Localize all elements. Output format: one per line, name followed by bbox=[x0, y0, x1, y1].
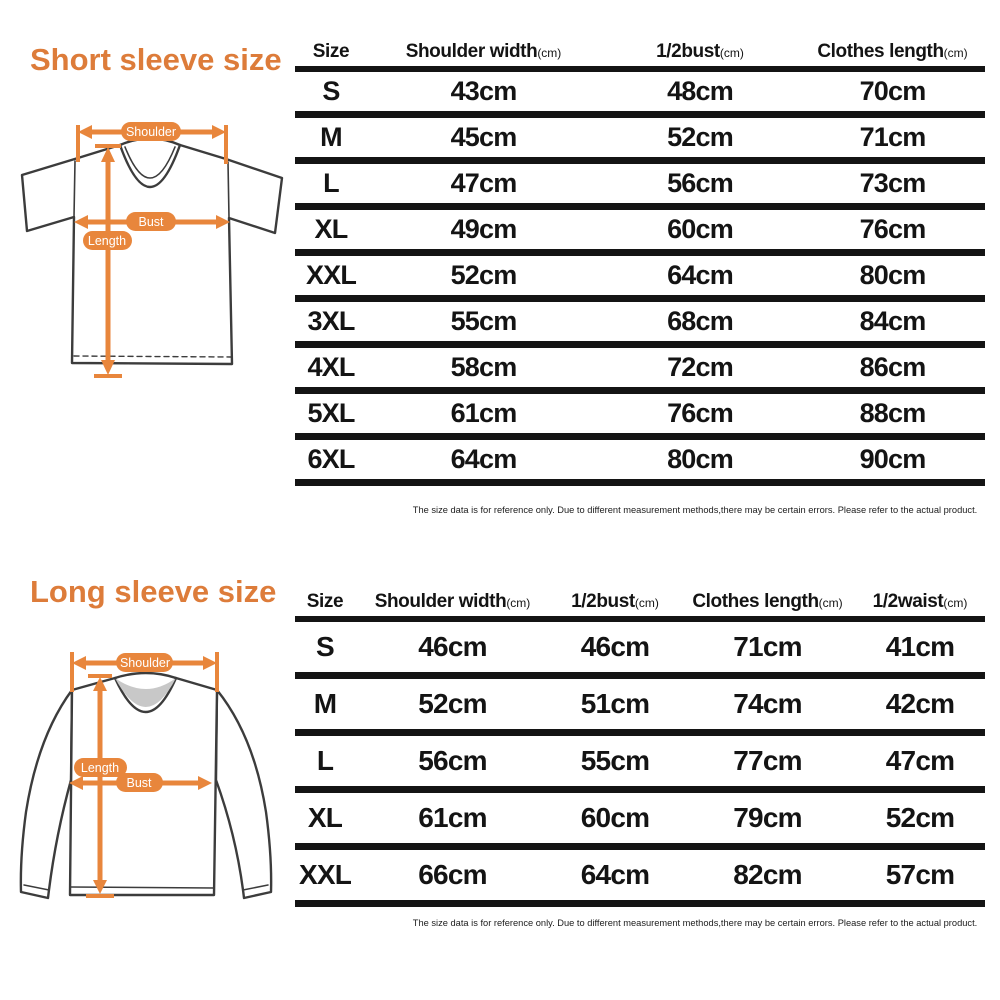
bust-cell: 76cm bbox=[667, 398, 733, 428]
shoulder-cell: 46cm bbox=[418, 631, 487, 662]
right-sleeve-outline bbox=[216, 690, 271, 898]
collar-back-line bbox=[115, 673, 176, 678]
length-cell: 77cm bbox=[733, 745, 802, 776]
shoulder-cell: 47cm bbox=[450, 168, 517, 198]
table-row bbox=[295, 736, 985, 793]
length-cell: 76cm bbox=[859, 214, 926, 244]
table-row bbox=[295, 302, 985, 348]
bust-cell: 72cm bbox=[667, 352, 733, 382]
bust-cell: 48cm bbox=[667, 76, 733, 106]
header-cell-size: Size bbox=[312, 41, 350, 62]
size-cell: 4XL bbox=[307, 352, 355, 382]
length-cell: 73cm bbox=[859, 168, 926, 198]
bust-cell: 64cm bbox=[580, 859, 650, 890]
bust-cell: 55cm bbox=[580, 745, 650, 776]
size-cell: XL bbox=[307, 802, 343, 833]
shoulder-cell: 55cm bbox=[450, 306, 517, 336]
shoulder-cell: 52cm bbox=[418, 688, 487, 719]
size-cell: M bbox=[320, 122, 342, 152]
waist-cell: 52cm bbox=[885, 802, 955, 833]
length-cell: 84cm bbox=[859, 306, 926, 336]
header-cell-clothes-length: Clothes length(cm) bbox=[817, 41, 968, 62]
length-cell: 70cm bbox=[859, 76, 926, 106]
waist-cell: 41cm bbox=[885, 631, 955, 662]
bust-measure-label: Bust bbox=[138, 215, 164, 229]
length-cell: 79cm bbox=[733, 802, 802, 833]
header-cell-half-bust: 1/2bust(cm) bbox=[571, 591, 659, 612]
header-cell-shoulder-width: Shoulder width(cm) bbox=[374, 591, 531, 612]
table-row bbox=[295, 793, 985, 850]
length-cell: 71cm bbox=[733, 631, 802, 662]
bust-cell: 80cm bbox=[667, 444, 733, 474]
size-cell: XL bbox=[314, 214, 348, 244]
length-cell: 82cm bbox=[733, 859, 802, 890]
bust-cell: 51cm bbox=[580, 688, 650, 719]
header-cell-shoulder-width: Shoulder width(cm) bbox=[405, 41, 562, 62]
size-cell: XXL bbox=[305, 260, 357, 290]
length-cell: 74cm bbox=[733, 688, 802, 719]
shoulder-cell: 43cm bbox=[450, 76, 517, 106]
short-sleeve-title: Short sleeve size bbox=[30, 42, 282, 77]
short-size-table bbox=[295, 36, 985, 486]
shoulder-measure-label: Shoulder bbox=[119, 656, 171, 670]
shoulder-cell: 61cm bbox=[450, 398, 517, 428]
table-row bbox=[295, 210, 985, 256]
shoulder-measure-label: Shoulder bbox=[125, 125, 177, 139]
length-measure-label: Length bbox=[80, 761, 120, 775]
table-row bbox=[295, 72, 985, 118]
long-size-table bbox=[295, 580, 985, 907]
shoulder-cell: 64cm bbox=[450, 444, 517, 474]
waist-cell: 57cm bbox=[885, 859, 955, 890]
size-cell: L bbox=[316, 745, 334, 776]
header-cell-size: Size bbox=[306, 591, 344, 612]
header-cell-clothes-length: Clothes length(cm) bbox=[692, 591, 843, 612]
shoulder-cell: 58cm bbox=[450, 352, 517, 382]
size-cell: XXL bbox=[298, 859, 352, 890]
waist-cell: 47cm bbox=[885, 745, 955, 776]
length-measure-label: Length bbox=[87, 234, 127, 248]
size-cell: 5XL bbox=[307, 398, 355, 428]
shoulder-cell: 66cm bbox=[418, 859, 487, 890]
table-row bbox=[295, 118, 985, 164]
size-cell: S bbox=[322, 76, 340, 106]
short-size-disclaimer: The size data is for reference only. Due to different measurement methods,there may be certain errors. Please refer to the actual product. bbox=[412, 505, 978, 515]
size-cell: S bbox=[316, 631, 334, 662]
bust-cell: 46cm bbox=[580, 631, 650, 662]
shoulder-cell: 45cm bbox=[450, 122, 517, 152]
bust-cell: 52cm bbox=[667, 122, 733, 152]
long-sleeve-title: Long sleeve size bbox=[30, 574, 277, 609]
header-cell-half-bust: 1/2bust(cm) bbox=[656, 41, 744, 62]
long-size-disclaimer: The size data is for reference only. Due to different measurement methods,there may be certain errors. Please refer to the actual product. bbox=[412, 918, 978, 928]
table-row bbox=[295, 394, 985, 440]
long-sleeve-diagram bbox=[8, 640, 298, 930]
bust-cell: 68cm bbox=[667, 306, 733, 336]
shoulder-cell: 56cm bbox=[418, 745, 487, 776]
bust-measure-label: Bust bbox=[126, 776, 152, 790]
length-cell: 86cm bbox=[859, 352, 926, 382]
bust-cell: 60cm bbox=[580, 802, 650, 833]
size-cell: 3XL bbox=[307, 306, 355, 336]
size-cell: M bbox=[313, 688, 337, 719]
short-table-header-row bbox=[295, 36, 985, 72]
shoulder-cell: 61cm bbox=[418, 802, 487, 833]
short-sleeve-diagram bbox=[8, 112, 298, 402]
table-row bbox=[295, 440, 985, 486]
length-cell: 90cm bbox=[859, 444, 926, 474]
header-cell-half-waist: 1/2waist(cm) bbox=[872, 591, 968, 612]
table-row bbox=[295, 256, 985, 302]
table-row bbox=[295, 622, 985, 679]
table-row bbox=[295, 348, 985, 394]
length-cell: 88cm bbox=[859, 398, 926, 428]
size-cell: L bbox=[323, 168, 339, 198]
bust-cell: 60cm bbox=[667, 214, 733, 244]
shoulder-cell: 52cm bbox=[450, 260, 517, 290]
table-row bbox=[295, 850, 985, 907]
hem-seam-line bbox=[70, 887, 214, 888]
shoulder-cell: 49cm bbox=[450, 214, 517, 244]
bust-cell: 64cm bbox=[667, 260, 733, 290]
bust-cell: 56cm bbox=[667, 168, 733, 198]
length-cell: 71cm bbox=[859, 122, 926, 152]
length-cell: 80cm bbox=[859, 260, 926, 290]
table-row bbox=[295, 164, 985, 210]
waist-cell: 42cm bbox=[885, 688, 955, 719]
table-row bbox=[295, 679, 985, 736]
size-cell: 6XL bbox=[307, 444, 355, 474]
long-table-header-row bbox=[295, 580, 985, 622]
left-sleeve-outline bbox=[21, 690, 72, 898]
